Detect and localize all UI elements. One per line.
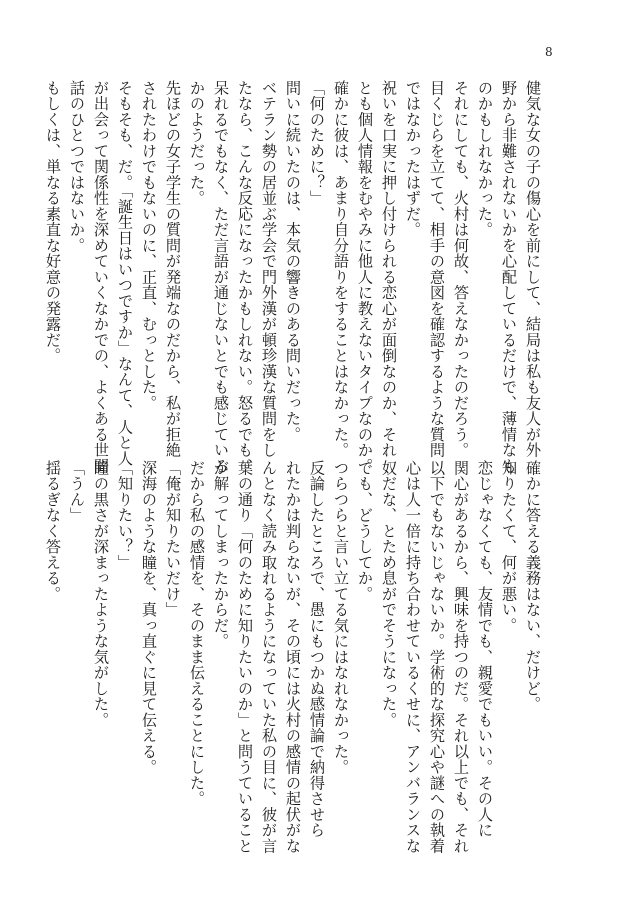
text-column: 「俺が知りたいだけ」 xyxy=(164,460,182,618)
text-column: 関心があるから、興味を持つのだ。それ以上でも、それ xyxy=(452,460,470,854)
text-column: 深海のような瞳を、真っ直ぐに見て伝える。 xyxy=(140,460,158,775)
text-column: たなら、こんな反応になったかもしれない。怒るでも、 xyxy=(236,80,254,474)
text-column: 目くじらを立てて、相手の意図を確認するような質問 xyxy=(428,80,446,458)
text-column: れたかは判らないが、その頃には火村の感情の起伏がな xyxy=(284,460,302,854)
text-column: 「うん」 xyxy=(68,460,86,523)
text-column: 瞳の黒さが深まったような気がした。 xyxy=(92,460,110,728)
text-column: 問いに続いたのは、本気の響きのある問いだった。 xyxy=(284,80,302,443)
text-column: 「何のために？」 xyxy=(308,80,326,206)
text-column: んとなく読み取れるようになっていた私の目に、彼が言 xyxy=(260,460,278,854)
text-column: 健気な女の子の傷心を前にして、結局は私も友人が外 xyxy=(524,80,542,458)
text-column: つらつらと言い立てる気にはなれなかった。 xyxy=(332,460,350,775)
text-column: それにしても、火村は何故、答えなかったのだろう。 xyxy=(452,80,470,458)
text-column: かのようだった。 xyxy=(188,80,206,206)
text-column: 確かに彼は、あまり自分語りをすることはなかった。 xyxy=(332,80,350,458)
text-column: が解ってしまったからだ。 xyxy=(212,460,230,649)
text-column: 話のひとつではないか。 xyxy=(68,80,86,254)
text-column: 恋じゃなくても、友情でも、親愛でもいい。その人に xyxy=(476,460,494,838)
text-column: 野から非難されないかを心配しているだけで、薄情なも xyxy=(500,80,518,474)
text-column: 葉の通り「何のために知りたいのか」と問うていること xyxy=(236,460,254,854)
text-column: 知りたくて、何が悪い。 xyxy=(500,460,518,634)
text-column: だから私の感情を、そのまま伝えることにした。 xyxy=(188,460,206,807)
text-column: そもそも、だ。「誕生日はいつですか」なんて、人と人 xyxy=(116,80,134,467)
text-column: 揺るぎなく答える。 xyxy=(44,460,62,602)
text-column: 奴だな、とため息がでそうになった。 xyxy=(380,460,398,728)
text-column: 先ほどの女子学生の質問が発端なのだから、私が拒絶 xyxy=(164,80,182,458)
bottom-text-block xyxy=(44,460,545,854)
text-column: 呆れるでもなく、ただ言語が通じないとでも感じている xyxy=(212,80,230,474)
text-column: 以下でもないじゃないか。学術的な探究心や謎への執着 xyxy=(428,460,446,854)
text-column: ではなかったはずだ。 xyxy=(404,80,422,238)
text-column: が出会って関係性を深めていくなかでの、よくある世間 xyxy=(92,80,110,474)
text-column: 反論したところで、愚にもつかぬ感情論で納得させら xyxy=(308,460,326,838)
text-column: 祝いを口実に押し付けられる恋心が面倒なのか、それ xyxy=(380,80,398,458)
text-column: されたわけでもないのに、正直、むっとした。 xyxy=(140,80,158,411)
text-column: ベテラン勢の居並ぶ学会で門外漢が頓珍漢な質問をし xyxy=(260,80,278,458)
text-column: 「知りたい？」 xyxy=(116,460,134,571)
text-column: とも個人情報をむやみに他人に教えないタイプなのか。 xyxy=(356,80,374,474)
text-column: 心は人一倍に持ち合わせているくせに、アンバランスな xyxy=(404,460,422,854)
text-column: でも、どうしてか。 xyxy=(356,460,374,602)
text-column: のかもしれなかった。 xyxy=(476,80,494,238)
text-column: もしくは、単なる素直な好意の発露だ。 xyxy=(44,80,62,364)
top-text-block xyxy=(44,80,545,474)
page-number: 8 xyxy=(545,45,553,59)
text-column: 確かに答える義務はない、だけど。 xyxy=(524,460,542,712)
